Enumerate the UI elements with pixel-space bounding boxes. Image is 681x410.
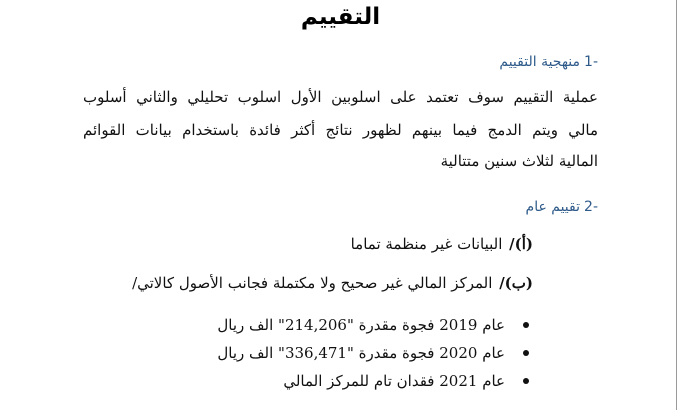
sub-item-marker: (أ)/ bbox=[509, 235, 533, 253]
section-number: -2 bbox=[584, 199, 598, 215]
section-heading-general-evaluation bbox=[526, 197, 598, 217]
sub-item-b bbox=[132, 272, 533, 294]
list-item bbox=[217, 370, 529, 398]
list-item bbox=[217, 342, 529, 370]
sub-item-text: البيانات غير منظمة تماما bbox=[350, 235, 503, 253]
section-heading-methodology bbox=[499, 52, 598, 72]
section-number: -1 bbox=[584, 54, 598, 70]
sub-item-marker: (ب)/ bbox=[499, 274, 533, 292]
section-heading-text: تقييم عام bbox=[525, 199, 581, 215]
document-title: التقييم bbox=[300, 4, 381, 30]
bullet-icon bbox=[523, 350, 529, 356]
section-heading-text: منهجية التقييم bbox=[499, 54, 581, 70]
paragraph-line: عملية التقييم سوف تعتمد على اسلوبين الأول اسلوب تحليلي والثاني أسلوب bbox=[83, 88, 598, 106]
list-item bbox=[217, 314, 529, 342]
bullet-icon bbox=[523, 378, 529, 384]
bullet-icon bbox=[523, 322, 529, 328]
sub-item-a bbox=[351, 233, 533, 255]
sub-item-text: المركز المالي غير صحيح ولا مكتملة فجانب الأصول كالاتي/ bbox=[132, 274, 493, 292]
list-item-text: عام 2019 فجوة مقدرة "214,206" الف ريال bbox=[217, 316, 505, 334]
paragraph-line: مالي ويتم الدمج فيما بينهم لظهور نتائج أكثر فائدة باستخدام بيانات القوائم bbox=[83, 121, 598, 139]
list-item-text: عام 2020 فجوة مقدرة "336,471" الف ريال bbox=[217, 344, 505, 362]
list-item-text: عام 2021 فقدان تام للمركز المالي bbox=[283, 372, 505, 390]
paragraph-line: المالية لثلاث سنين متتالية bbox=[440, 152, 598, 170]
bullet-list bbox=[217, 314, 529, 398]
